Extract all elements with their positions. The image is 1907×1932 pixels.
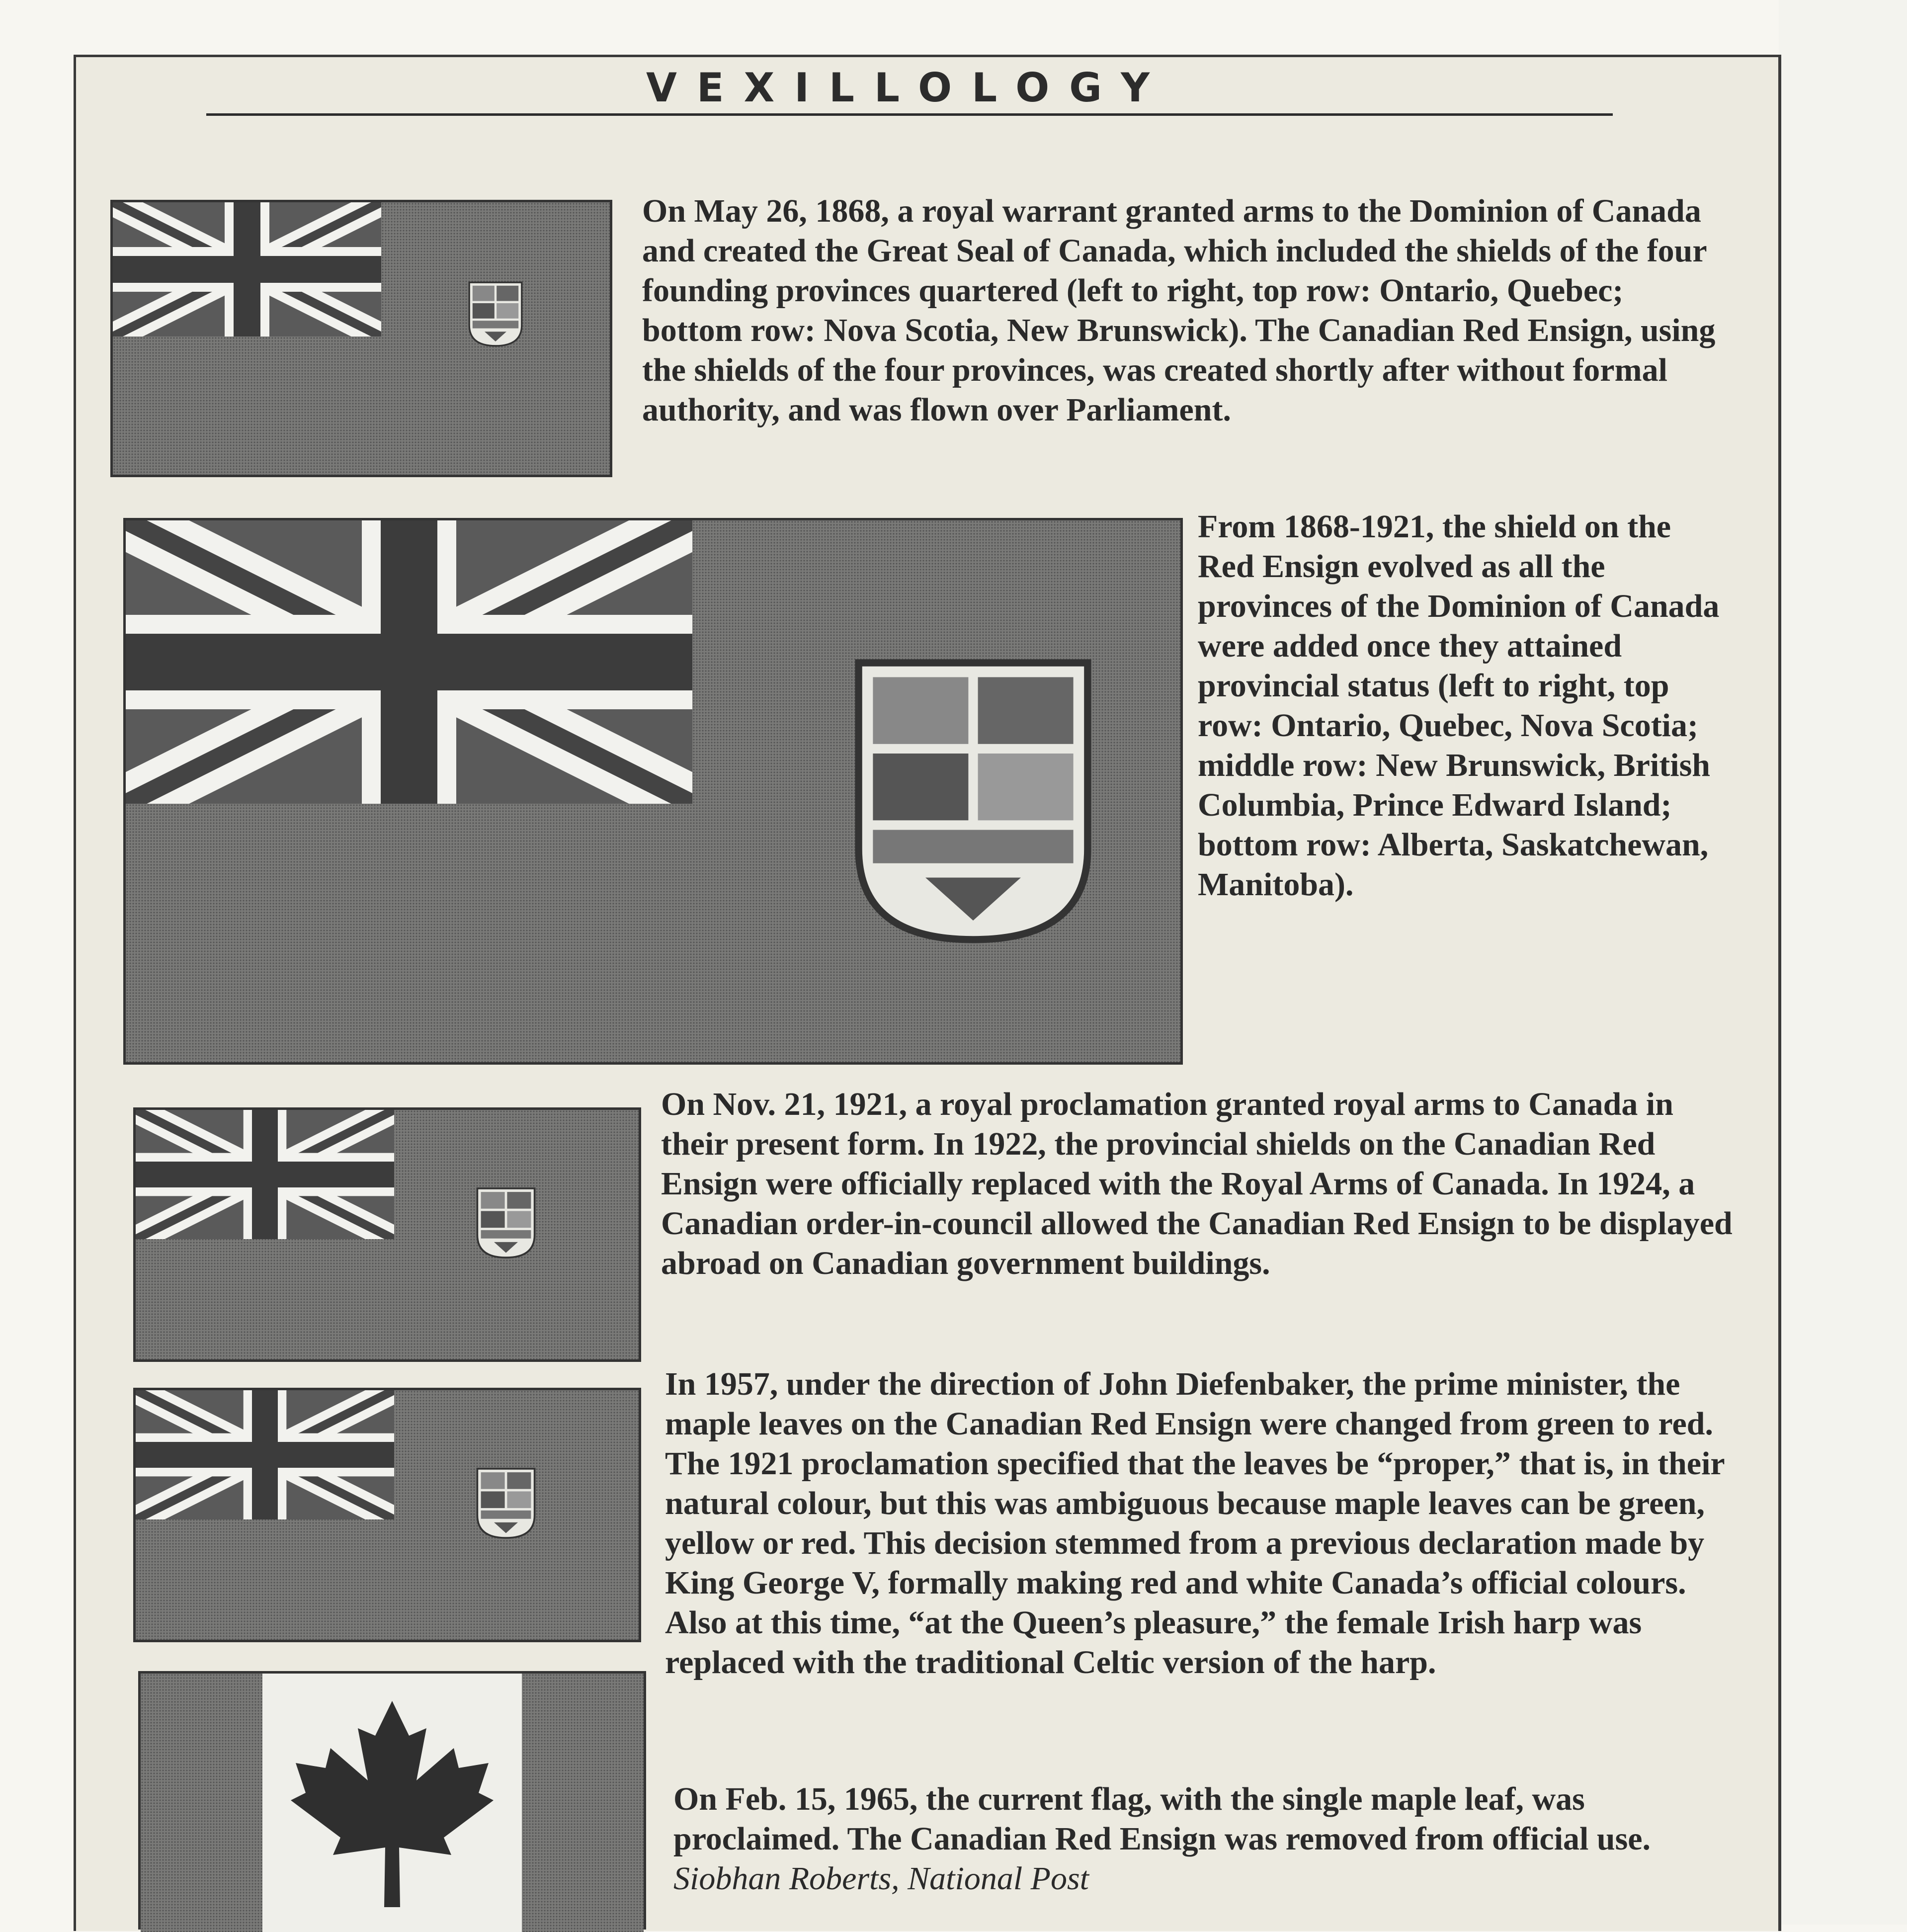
maple-leaf-flag-icon — [138, 1671, 646, 1930]
red-ensign-1868-1921-flag-icon — [123, 518, 1183, 1065]
paragraph-1868-1921: From 1868-1921, the shield on the Red Ensign evolved as all the provinces of the Dominion of Canada were added once they attained provincial status (left to right, top row: Ontario, Quebec, Nova Scotia; middle row: New Brunswick, British Columbia, Prince Edward Island; bottom row: Alberta, Saskatchewan, Manitoba). — [1198, 508, 1720, 903]
heading-rule — [206, 113, 1613, 116]
byline: Siobhan Roberts, National Post — [673, 1860, 1089, 1897]
paragraph-1965-body: On Feb. 15, 1965, the current flag, with the single maple leaf, was proclaimed. The Canadian Red Ensign was removed from official use. — [673, 1781, 1651, 1857]
paragraph-1868: On May 26, 1868, a royal warrant granted arms to the Dominion of Canada and created the Great Seal of Canada, which included the shields of the four founding provinces quartered (left to right, top row: Ontario, Quebec; bottom row: Nova Scotia, New Brunswick). The Canadian Red Ensign, using the shields of the four provinces, was created shortly after without formal authority, and was flown over Parliament. — [642, 193, 1716, 428]
section-heading: VEXILLOLOGY — [646, 65, 1170, 111]
red-ensign-1957-flag-icon — [133, 1388, 641, 1642]
red-ensign-1921-flag-icon — [133, 1107, 641, 1362]
red-ensign-1868-flag-icon — [110, 200, 612, 477]
paragraph-1957: In 1957, under the direction of John Diefenbaker, the prime minister, the maple leaves on the Canadian Red Ensign were changed from green to red. The 1921 proclamation specified that the leaves be “proper,” that is, in their natural colour, but this was ambiguous because maple leaves can be green, yellow or red. This decision stemmed from a previous declaration made by King George V, formally making red and white Canada’s official colours. Also at this time, “at the Queen’s pleasure,” the female Irish harp was replaced with the traditional Celtic version of the harp. — [665, 1366, 1725, 1680]
page-edge — [1779, 0, 1907, 1925]
paragraph-1921: On Nov. 21, 1921, a royal proclamation granted royal arms to Canada in their present form. In 1922, the provincial shields on the Canadian Red Ensign were officially replaced with the Royal Arms of Canada. In 1924, a Canadian order-in-council allowed the Canadian Red Ensign to be displayed abroad on Canadian government buildings. — [661, 1086, 1733, 1281]
paragraph-1965 — [673, 1779, 1757, 1899]
